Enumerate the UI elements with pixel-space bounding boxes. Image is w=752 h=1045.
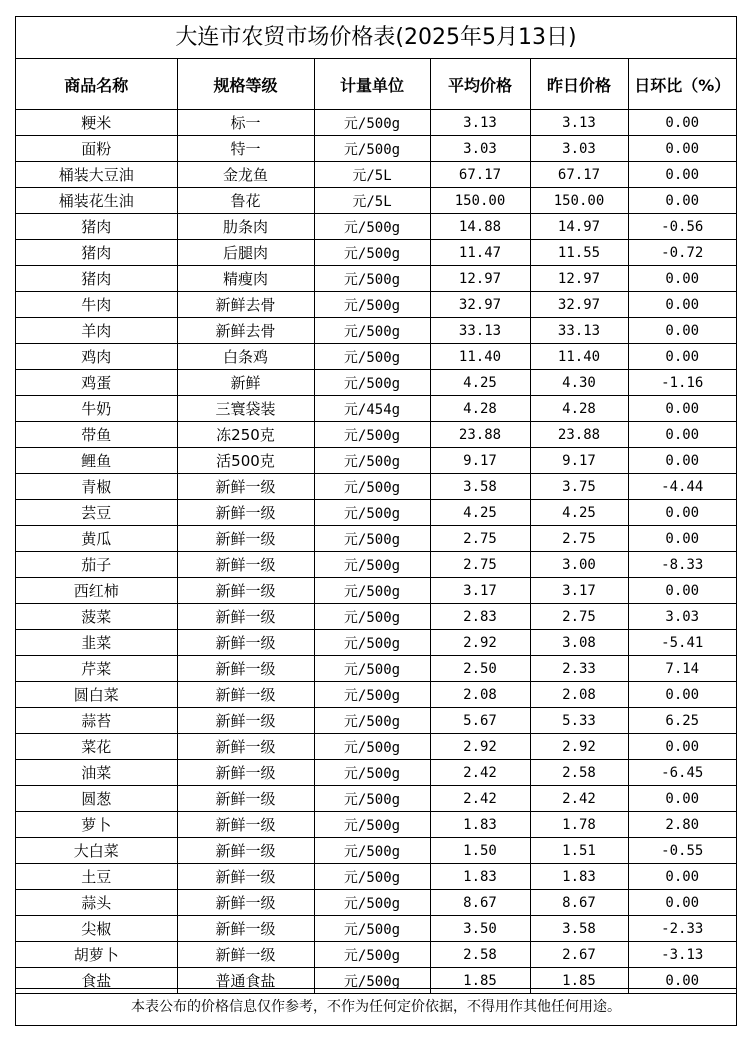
price-sheet: [15, 16, 737, 1026]
avg-price-cell: 11.47: [430, 240, 530, 266]
day-change-cell: -0.72: [628, 240, 736, 266]
header-spec-grade: 规格等级: [177, 59, 314, 110]
price-table: [16, 59, 736, 994]
avg-price-cell: 4.28: [430, 396, 530, 422]
unit-cell: 元/500g: [314, 708, 430, 734]
unit-cell: 元/500g: [314, 240, 430, 266]
spec-grade-cell: 标一: [177, 110, 314, 136]
unit-cell: 元/500g: [314, 344, 430, 370]
spec-grade-cell: 新鲜一级: [177, 474, 314, 500]
yesterday-price-cell: 150.00: [530, 188, 628, 214]
unit-cell: 元/500g: [314, 110, 430, 136]
unit-cell: 元/500g: [314, 552, 430, 578]
table-row: [16, 552, 736, 578]
spec-grade-cell: 后腿肉: [177, 240, 314, 266]
day-change-cell: 0.00: [628, 188, 736, 214]
spec-grade-cell: 新鲜一级: [177, 838, 314, 864]
avg-price-cell: 32.97: [430, 292, 530, 318]
product-name-cell: 面粉: [16, 136, 177, 162]
avg-price-cell: 33.13: [430, 318, 530, 344]
table-row: [16, 890, 736, 916]
product-name-cell: 桶装大豆油: [16, 162, 177, 188]
day-change-cell: 0.00: [628, 890, 736, 916]
avg-price-cell: 12.97: [430, 266, 530, 292]
disclaimer-footer: 本表公布的价格信息仅作参考，不作为任何定价依据，不得用作其他任何用途。: [16, 988, 736, 1025]
yesterday-price-cell: 3.17: [530, 578, 628, 604]
product-name-cell: 尖椒: [16, 916, 177, 942]
header-yesterday-price: 昨日价格: [530, 59, 628, 110]
day-change-cell: -3.13: [628, 942, 736, 968]
yesterday-price-cell: 4.30: [530, 370, 628, 396]
product-name-cell: 带鱼: [16, 422, 177, 448]
page-title: 大连市农贸市场价格表(2025年5月13日): [16, 17, 736, 59]
yesterday-price-cell: 3.13: [530, 110, 628, 136]
day-change-cell: 0.00: [628, 448, 736, 474]
yesterday-price-cell: 8.67: [530, 890, 628, 916]
header-product-name: 商品名称: [16, 59, 177, 110]
yesterday-price-cell: 2.75: [530, 526, 628, 552]
avg-price-cell: 5.67: [430, 708, 530, 734]
product-name-cell: 鸡蛋: [16, 370, 177, 396]
product-name-cell: 青椒: [16, 474, 177, 500]
avg-price-cell: 3.58: [430, 474, 530, 500]
product-name-cell: 菜花: [16, 734, 177, 760]
product-name-cell: 鲤鱼: [16, 448, 177, 474]
table-row: [16, 760, 736, 786]
yesterday-price-cell: 11.40: [530, 344, 628, 370]
day-change-cell: -4.44: [628, 474, 736, 500]
product-name-cell: 鸡肉: [16, 344, 177, 370]
avg-price-cell: 8.67: [430, 890, 530, 916]
product-name-cell: 圆白菜: [16, 682, 177, 708]
product-name-cell: 蒜头: [16, 890, 177, 916]
product-name-cell: 猪肉: [16, 214, 177, 240]
day-change-cell: 0.00: [628, 786, 736, 812]
yesterday-price-cell: 3.03: [530, 136, 628, 162]
table-row: [16, 318, 736, 344]
product-name-cell: 茄子: [16, 552, 177, 578]
avg-price-cell: 3.50: [430, 916, 530, 942]
spec-grade-cell: 新鲜一级: [177, 708, 314, 734]
day-change-cell: 3.03: [628, 604, 736, 630]
day-change-cell: -8.33: [628, 552, 736, 578]
unit-cell: 元/454g: [314, 396, 430, 422]
unit-cell: 元/500g: [314, 526, 430, 552]
yesterday-price-cell: 2.92: [530, 734, 628, 760]
unit-cell: 元/500g: [314, 370, 430, 396]
unit-cell: 元/500g: [314, 734, 430, 760]
table-row: [16, 942, 736, 968]
yesterday-price-cell: 2.75: [530, 604, 628, 630]
day-change-cell: 7.14: [628, 656, 736, 682]
spec-grade-cell: 新鲜去骨: [177, 292, 314, 318]
product-name-cell: 油菜: [16, 760, 177, 786]
spec-grade-cell: 新鲜一级: [177, 604, 314, 630]
spec-grade-cell: 新鲜一级: [177, 526, 314, 552]
header-avg-price: 平均价格: [430, 59, 530, 110]
avg-price-cell: 3.17: [430, 578, 530, 604]
product-name-cell: 土豆: [16, 864, 177, 890]
avg-price-cell: 11.40: [430, 344, 530, 370]
unit-cell: 元/500g: [314, 656, 430, 682]
table-row: [16, 110, 736, 136]
day-change-cell: -6.45: [628, 760, 736, 786]
table-row: [16, 266, 736, 292]
unit-cell: 元/500g: [314, 422, 430, 448]
table-row: [16, 838, 736, 864]
yesterday-price-cell: 2.67: [530, 942, 628, 968]
day-change-cell: -2.33: [628, 916, 736, 942]
spec-grade-cell: 活500克: [177, 448, 314, 474]
table-row: [16, 734, 736, 760]
unit-cell: 元/500g: [314, 812, 430, 838]
table-row: [16, 370, 736, 396]
spec-grade-cell: 新鲜一级: [177, 552, 314, 578]
yesterday-price-cell: 2.33: [530, 656, 628, 682]
product-name-cell: 韭菜: [16, 630, 177, 656]
spec-grade-cell: 新鲜一级: [177, 682, 314, 708]
day-change-cell: -1.16: [628, 370, 736, 396]
table-row: [16, 630, 736, 656]
spec-grade-cell: 新鲜一级: [177, 630, 314, 656]
spec-grade-cell: 新鲜一级: [177, 786, 314, 812]
avg-price-cell: 3.03: [430, 136, 530, 162]
avg-price-cell: 14.88: [430, 214, 530, 240]
yesterday-price-cell: 5.33: [530, 708, 628, 734]
yesterday-price-cell: 4.25: [530, 500, 628, 526]
product-name-cell: 猪肉: [16, 266, 177, 292]
product-name-cell: 桶装花生油: [16, 188, 177, 214]
day-change-cell: 0.00: [628, 422, 736, 448]
avg-price-cell: 2.92: [430, 630, 530, 656]
spec-grade-cell: 白条鸡: [177, 344, 314, 370]
yesterday-price-cell: 1.85: [530, 968, 628, 994]
table-row: [16, 604, 736, 630]
unit-cell: 元/500g: [314, 968, 430, 994]
yesterday-price-cell: 67.17: [530, 162, 628, 188]
spec-grade-cell: 新鲜一级: [177, 500, 314, 526]
unit-cell: 元/500g: [314, 916, 430, 942]
product-name-cell: 大白菜: [16, 838, 177, 864]
spec-grade-cell: 新鲜一级: [177, 734, 314, 760]
avg-price-cell: 4.25: [430, 500, 530, 526]
day-change-cell: 0.00: [628, 864, 736, 890]
unit-cell: 元/500g: [314, 942, 430, 968]
spec-grade-cell: 新鲜一级: [177, 942, 314, 968]
product-name-cell: 牛奶: [16, 396, 177, 422]
unit-cell: 元/500g: [314, 682, 430, 708]
unit-cell: 元/500g: [314, 630, 430, 656]
unit-cell: 元/500g: [314, 760, 430, 786]
table-row: [16, 916, 736, 942]
day-change-cell: 0.00: [628, 266, 736, 292]
unit-cell: 元/500g: [314, 214, 430, 240]
spec-grade-cell: 特一: [177, 136, 314, 162]
unit-cell: 元/5L: [314, 162, 430, 188]
day-change-cell: 0.00: [628, 318, 736, 344]
product-name-cell: 牛肉: [16, 292, 177, 318]
spec-grade-cell: 新鲜去骨: [177, 318, 314, 344]
spec-grade-cell: 三寰袋装: [177, 396, 314, 422]
yesterday-price-cell: 14.97: [530, 214, 628, 240]
avg-price-cell: 23.88: [430, 422, 530, 448]
table-row: [16, 292, 736, 318]
day-change-cell: -0.55: [628, 838, 736, 864]
spec-grade-cell: 普通食盐: [177, 968, 314, 994]
unit-cell: 元/500g: [314, 448, 430, 474]
unit-cell: 元/500g: [314, 292, 430, 318]
spec-grade-cell: 新鲜一级: [177, 656, 314, 682]
table-body: [16, 110, 736, 994]
spec-grade-cell: 新鲜一级: [177, 890, 314, 916]
unit-cell: 元/500g: [314, 474, 430, 500]
product-name-cell: 粳米: [16, 110, 177, 136]
unit-cell: 元/500g: [314, 890, 430, 916]
spec-grade-cell: 精瘦肉: [177, 266, 314, 292]
table-row: [16, 864, 736, 890]
header-unit: 计量单位: [314, 59, 430, 110]
header-day-change: 日环比（%）: [628, 59, 736, 110]
yesterday-price-cell: 2.58: [530, 760, 628, 786]
avg-price-cell: 2.75: [430, 552, 530, 578]
table-row: [16, 786, 736, 812]
yesterday-price-cell: 33.13: [530, 318, 628, 344]
day-change-cell: 0.00: [628, 136, 736, 162]
day-change-cell: 0.00: [628, 344, 736, 370]
table-row: [16, 396, 736, 422]
avg-price-cell: 2.42: [430, 760, 530, 786]
table-row: [16, 136, 736, 162]
yesterday-price-cell: 3.00: [530, 552, 628, 578]
yesterday-price-cell: 3.58: [530, 916, 628, 942]
day-change-cell: 0.00: [628, 110, 736, 136]
yesterday-price-cell: 3.08: [530, 630, 628, 656]
spec-grade-cell: 鲁花: [177, 188, 314, 214]
product-name-cell: 胡萝卜: [16, 942, 177, 968]
table-row: [16, 526, 736, 552]
table-row: [16, 162, 736, 188]
unit-cell: 元/500g: [314, 500, 430, 526]
table-row: [16, 448, 736, 474]
table-row: [16, 500, 736, 526]
product-name-cell: 芸豆: [16, 500, 177, 526]
avg-price-cell: 9.17: [430, 448, 530, 474]
unit-cell: 元/500g: [314, 318, 430, 344]
product-name-cell: 圆葱: [16, 786, 177, 812]
yesterday-price-cell: 1.83: [530, 864, 628, 890]
day-change-cell: 0.00: [628, 500, 736, 526]
day-change-cell: 2.80: [628, 812, 736, 838]
spec-grade-cell: 肋条肉: [177, 214, 314, 240]
yesterday-price-cell: 32.97: [530, 292, 628, 318]
spec-grade-cell: 新鲜一级: [177, 578, 314, 604]
unit-cell: 元/500g: [314, 604, 430, 630]
table-row: [16, 344, 736, 370]
table-row: [16, 682, 736, 708]
table-row: [16, 422, 736, 448]
avg-price-cell: 2.75: [430, 526, 530, 552]
spec-grade-cell: 新鲜一级: [177, 812, 314, 838]
day-change-cell: 0.00: [628, 526, 736, 552]
yesterday-price-cell: 11.55: [530, 240, 628, 266]
table-row: [16, 812, 736, 838]
table-row: [16, 188, 736, 214]
table-row: [16, 708, 736, 734]
yesterday-price-cell: 3.75: [530, 474, 628, 500]
avg-price-cell: 3.13: [430, 110, 530, 136]
yesterday-price-cell: 4.28: [530, 396, 628, 422]
yesterday-price-cell: 9.17: [530, 448, 628, 474]
avg-price-cell: 1.85: [430, 968, 530, 994]
unit-cell: 元/500g: [314, 136, 430, 162]
product-name-cell: 蒜苔: [16, 708, 177, 734]
yesterday-price-cell: 1.51: [530, 838, 628, 864]
table-row: [16, 474, 736, 500]
avg-price-cell: 67.17: [430, 162, 530, 188]
yesterday-price-cell: 2.42: [530, 786, 628, 812]
product-name-cell: 西红柿: [16, 578, 177, 604]
day-change-cell: -0.56: [628, 214, 736, 240]
spec-grade-cell: 冻250克: [177, 422, 314, 448]
table-row: [16, 214, 736, 240]
spec-grade-cell: 新鲜一级: [177, 760, 314, 786]
product-name-cell: 萝卜: [16, 812, 177, 838]
day-change-cell: 0.00: [628, 682, 736, 708]
avg-price-cell: 150.00: [430, 188, 530, 214]
avg-price-cell: 4.25: [430, 370, 530, 396]
day-change-cell: -5.41: [628, 630, 736, 656]
yesterday-price-cell: 23.88: [530, 422, 628, 448]
day-change-cell: 0.00: [628, 578, 736, 604]
product-name-cell: 猪肉: [16, 240, 177, 266]
unit-cell: 元/500g: [314, 864, 430, 890]
unit-cell: 元/5L: [314, 188, 430, 214]
unit-cell: 元/500g: [314, 266, 430, 292]
yesterday-price-cell: 12.97: [530, 266, 628, 292]
avg-price-cell: 2.58: [430, 942, 530, 968]
day-change-cell: 0.00: [628, 968, 736, 994]
table-row: [16, 240, 736, 266]
day-change-cell: 0.00: [628, 292, 736, 318]
product-name-cell: 菠菜: [16, 604, 177, 630]
unit-cell: 元/500g: [314, 578, 430, 604]
avg-price-cell: 2.92: [430, 734, 530, 760]
spec-grade-cell: 新鲜一级: [177, 916, 314, 942]
day-change-cell: 0.00: [628, 162, 736, 188]
avg-price-cell: 2.08: [430, 682, 530, 708]
product-name-cell: 芹菜: [16, 656, 177, 682]
table-header-row: [16, 59, 736, 110]
table-row: [16, 656, 736, 682]
avg-price-cell: 1.50: [430, 838, 530, 864]
avg-price-cell: 2.83: [430, 604, 530, 630]
avg-price-cell: 2.50: [430, 656, 530, 682]
avg-price-cell: 2.42: [430, 786, 530, 812]
day-change-cell: 0.00: [628, 734, 736, 760]
unit-cell: 元/500g: [314, 786, 430, 812]
avg-price-cell: 1.83: [430, 812, 530, 838]
spec-grade-cell: 金龙鱼: [177, 162, 314, 188]
product-name-cell: 黄瓜: [16, 526, 177, 552]
unit-cell: 元/500g: [314, 838, 430, 864]
product-name-cell: 食盐: [16, 968, 177, 994]
spec-grade-cell: 新鲜: [177, 370, 314, 396]
day-change-cell: 6.25: [628, 708, 736, 734]
product-name-cell: 羊肉: [16, 318, 177, 344]
yesterday-price-cell: 1.78: [530, 812, 628, 838]
table-row: [16, 578, 736, 604]
spec-grade-cell: 新鲜一级: [177, 864, 314, 890]
avg-price-cell: 1.83: [430, 864, 530, 890]
day-change-cell: 0.00: [628, 396, 736, 422]
yesterday-price-cell: 2.08: [530, 682, 628, 708]
